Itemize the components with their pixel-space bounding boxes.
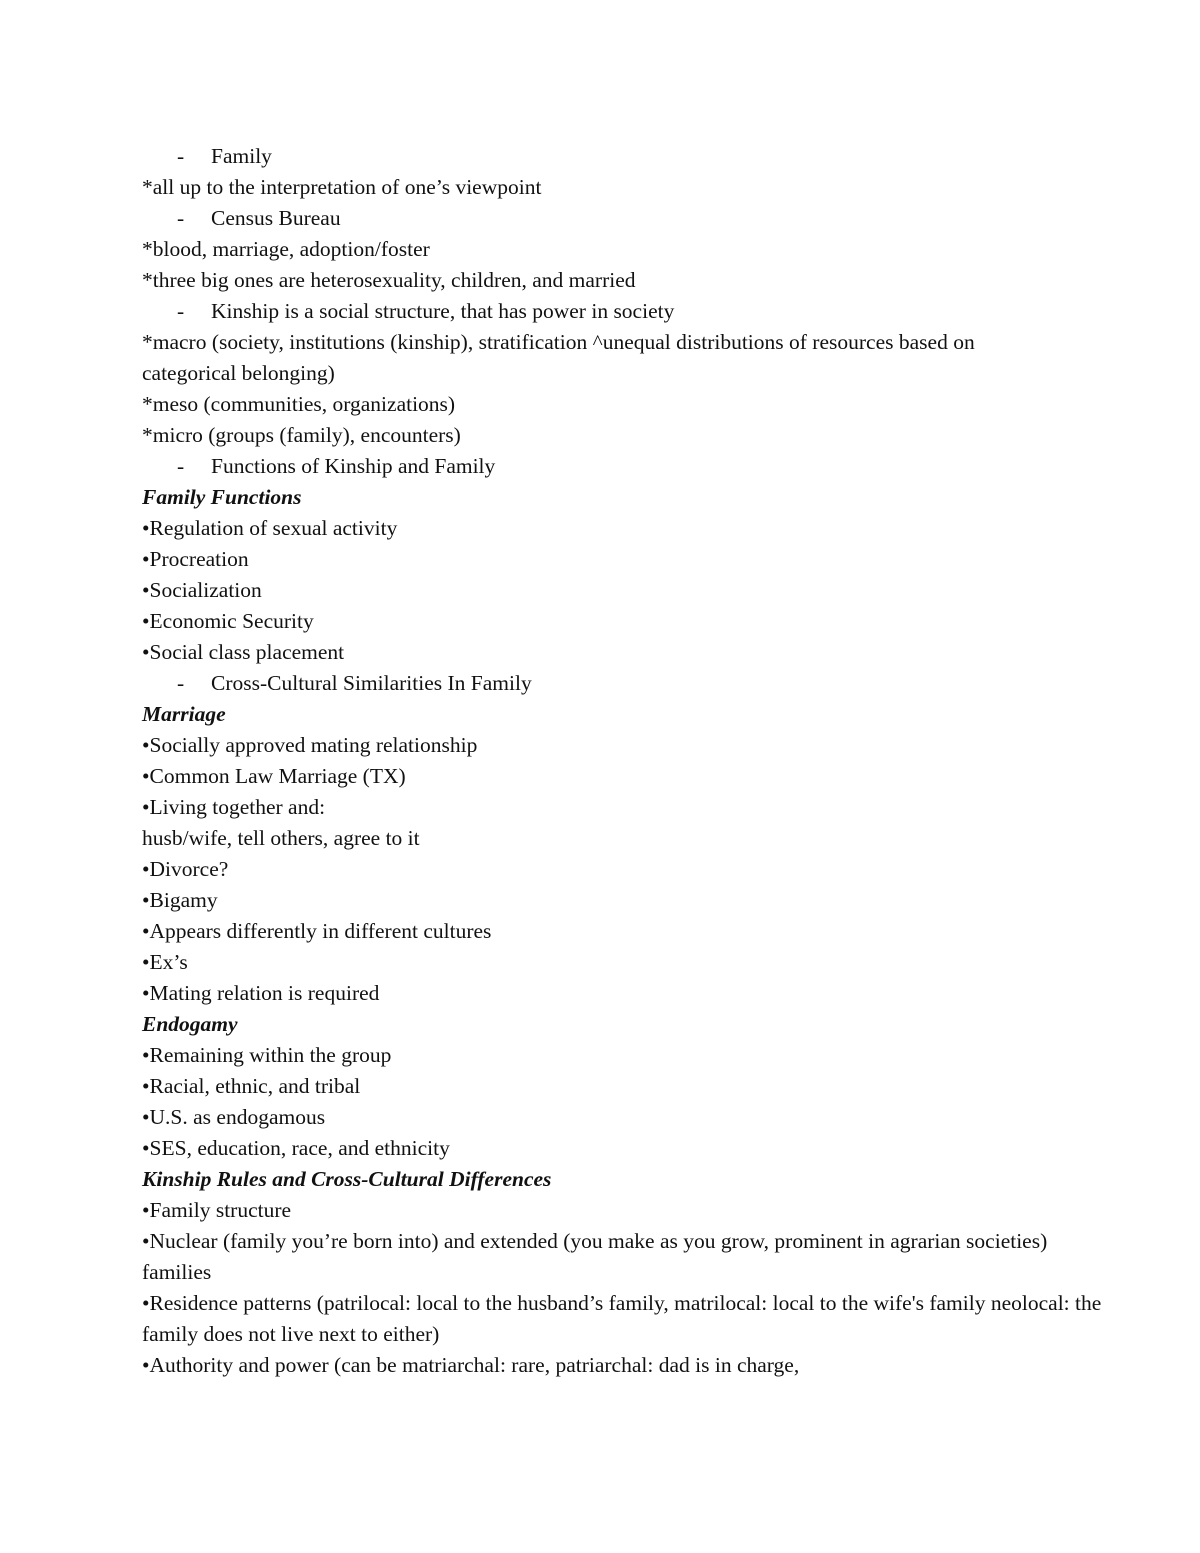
text-line: •Appears differently in different cultures (142, 919, 492, 943)
text-line: *meso (communities, organizations) (142, 392, 456, 416)
text-line: •Ex’s (142, 950, 188, 974)
text-line: •U.S. as endogamous (142, 1105, 326, 1129)
text-line: families (142, 1260, 212, 1284)
text-line: family does not live next to either) (142, 1322, 440, 1346)
dash-list-item (142, 203, 1192, 234)
dash-list-item (142, 141, 1192, 172)
text-line: •Living together and: (142, 795, 326, 819)
text-line: •Mating relation is required (142, 981, 380, 1005)
text-line: •Regulation of sexual activity (142, 516, 398, 540)
text-line: *micro (groups (family), encounters) (142, 423, 461, 447)
dash-item-text: Kinship is a social structure, that has power in society (211, 299, 675, 323)
text-line: •Remaining within the group (142, 1043, 392, 1067)
text-line: •Family structure (142, 1198, 292, 1222)
dash-item-text: Functions of Kinship and Family (211, 454, 496, 478)
section-heading: Marriage (142, 702, 226, 726)
text-line: •Economic Security (142, 609, 314, 633)
text-line: •Common Law Marriage (TX) (142, 764, 406, 788)
text-line: •Racial, ethnic, and tribal (142, 1074, 361, 1098)
document-body (142, 141, 1192, 1381)
text-line: •SES, education, race, and ethnicity (142, 1136, 450, 1160)
dash-item-text: Cross-Cultural Similarities In Family (211, 671, 532, 695)
text-line: •Socialization (142, 578, 262, 602)
dash-list-item (142, 296, 1192, 327)
text-line: categorical belonging) (142, 361, 335, 385)
text-line: •Nuclear (family you’re born into) and extended (you make as you grow, prominent in agrarian societies) (142, 1229, 1048, 1253)
text-line: *blood, marriage, adoption/foster (142, 237, 430, 261)
section-heading: Family Functions (142, 485, 302, 509)
text-line: *three big ones are heterosexuality, children, and married (142, 268, 636, 292)
dash-marker: - (177, 299, 185, 323)
section-heading: Kinship Rules and Cross-Cultural Differences (142, 1167, 552, 1191)
text-line: •Social class placement (142, 640, 345, 664)
text-line: *macro (society, institutions (kinship), stratification ^unequal distributions of resources based on (142, 330, 975, 354)
text-line: •Authority and power (can be matriarchal: rare, patriarchal: dad is in charge, (142, 1353, 800, 1377)
dash-list-item (142, 668, 1192, 699)
dash-marker: - (177, 206, 185, 230)
dash-marker: - (177, 671, 185, 695)
text-line: *all up to the interpretation of one’s viewpoint (142, 175, 542, 199)
text-line: •Procreation (142, 547, 249, 571)
dash-marker: - (177, 454, 185, 478)
text-line: •Bigamy (142, 888, 218, 912)
text-line: •Divorce? (142, 857, 229, 881)
dash-marker: - (177, 144, 185, 168)
text-line: husb/wife, tell others, agree to it (142, 826, 420, 850)
text-line: •Socially approved mating relationship (142, 733, 478, 757)
dash-list-item (142, 451, 1192, 482)
dash-item-text: Family (211, 144, 272, 168)
text-line: •Residence patterns (patrilocal: local to the husband’s family, matrilocal: local to the wife's family neolocal: the (142, 1291, 1102, 1315)
section-heading: Endogamy (142, 1012, 238, 1036)
dash-item-text: Census Bureau (211, 206, 341, 230)
